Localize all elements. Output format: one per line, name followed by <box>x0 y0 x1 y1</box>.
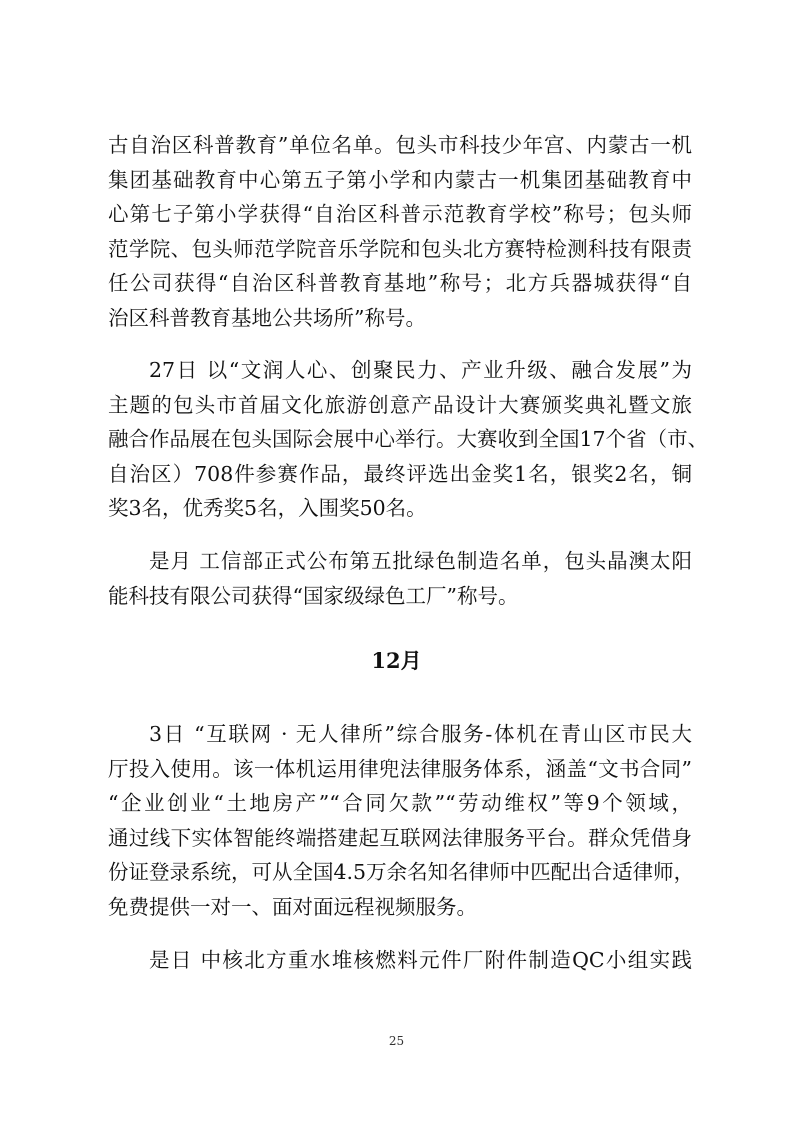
text-line: 奖3名，优秀奖5名，入围奖50名。 <box>108 496 427 520</box>
text-line: 心第七子第小学获得“自治区科普示范教育学校”称号；包头师 <box>108 202 692 226</box>
text-line: 27日 以“文润人心、创聚民力、产业升级、融合发展”为 <box>149 358 692 382</box>
paragraph-27th-design-contest <box>108 353 709 526</box>
text-line: 集团基础教育中心第五子第小学和内蒙古一机集团基础教育中 <box>108 167 692 192</box>
text-line: 免费提供一对一、面对面远程视频服务。 <box>108 894 477 919</box>
text-line: 主题的包头市首届文化旅游创意产品设计大赛颁奖典礼暨文旅 <box>108 392 692 417</box>
paragraph-green-factory <box>108 544 692 613</box>
text-line: 份证登录系统，可从全国4.5万余名知名律师中匹配出合适律师， <box>108 860 695 884</box>
paragraph-science-education <box>108 128 692 335</box>
text-line: 3日 “互联网 · 无人律所”综合服务-体机在青山区市民大 <box>149 722 692 746</box>
text-line: 治区科普教育基地公共场所”称号。 <box>108 305 426 330</box>
text-line: 能科技有限公司获得“国家级绿色工厂”称号。 <box>108 583 519 608</box>
text-line: 古自治区科普教育”单位名单。包头市科技少年宫、内蒙古一机 <box>108 133 692 157</box>
text-line: 融合作品展在包头国际会展中心举行。大赛收到全国17个省（市、 <box>108 427 709 451</box>
text-line: 范学院、包头师范学院音乐学院和包头北方赛特检测科技有限责 <box>108 236 692 261</box>
text-line: 厅投入使用。该一体机运用律兜法律服务体系，涵盖“文书合同” <box>108 756 692 781</box>
text-line: “企业创业“土地房产”“合同欠款”“劳动维权”等9个领域， <box>108 791 692 815</box>
text-line: 任公司获得“自治区科普教育基地”称号；北方兵器城获得“自 <box>108 271 692 295</box>
text-line: 是日 中核北方重水堆核燃料元件厂附件制造QC小组实践 <box>149 948 692 972</box>
paragraph-3rd-internet-law-office <box>108 717 695 924</box>
paragraph-same-day-qc-group <box>108 943 692 978</box>
page-number: 25 <box>388 1034 405 1048</box>
month-heading: 12月 <box>371 648 422 673</box>
text-line: 通过线下实体智能终端搭建起互联网法律服务平台。群众凭借身 <box>108 825 692 850</box>
text-line: 自治区）708件参赛作品，最终评选出金奖1名，银奖2名，铜 <box>108 461 692 486</box>
text-line: 是月 工信部正式公布第五批绿色制造名单，包头晶澳太阳 <box>149 549 692 573</box>
